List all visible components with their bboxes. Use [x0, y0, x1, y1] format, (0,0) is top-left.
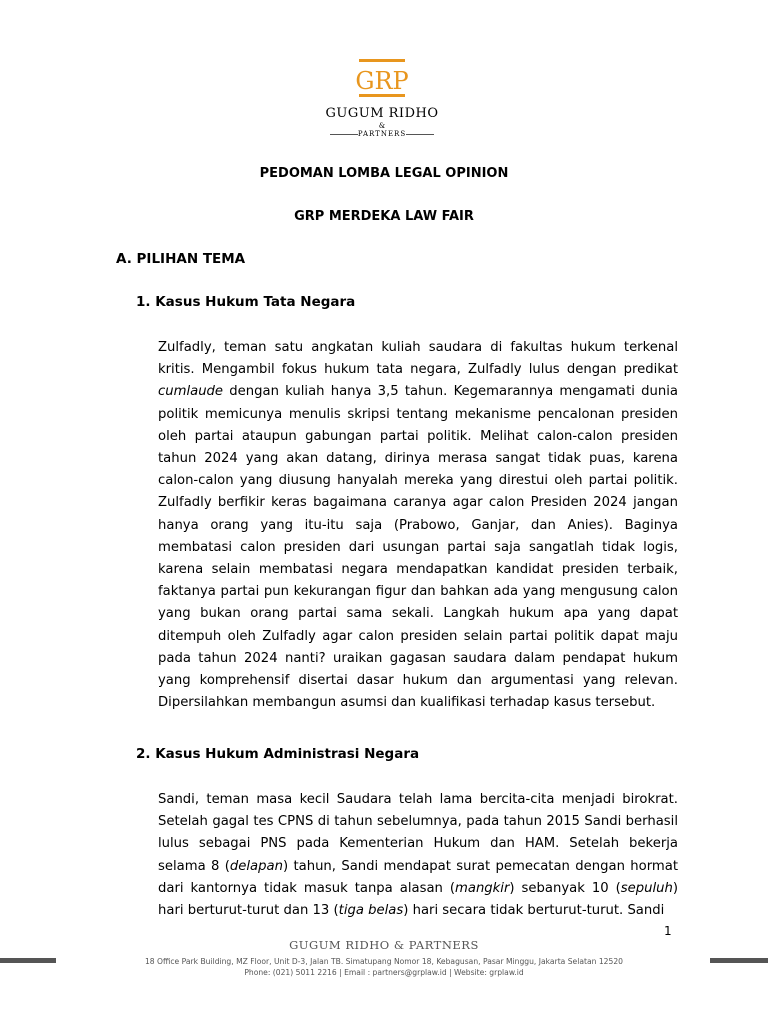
italic-term: mangkir [455, 880, 510, 896]
paragraph-text: ) hari secara tidak berturut-turut. Sandi [403, 903, 665, 919]
document-title: PEDOMAN LOMBA LEGAL OPINION [259, 166, 509, 181]
page-number: 1 [664, 924, 672, 938]
firm-logo [312, 48, 452, 144]
document-subtitle: GRP MERDEKA LAW FAIR [294, 209, 474, 224]
grp-monogram-icon [355, 58, 409, 98]
italic-term: cumlaude [158, 384, 224, 400]
paragraph-text: ) hari berturut-turut dan 13 ( [158, 880, 678, 919]
paragraph-text: Sandi, teman masa kecil Saudara telah lama bercita-cita menjadi birokrat. Setelah gagal tes CPNS di tahun sebelumnya, pada tahun 2015 Sandi berhasil lulus sebagai PNS pada Kementerian Hukum dan HAM. Setelah bekerja selama 8 ( [158, 792, 678, 874]
logo-name: GUGUM RIDHO [325, 106, 439, 121]
footer-firm-name: GUGUM RIDHO & PARTNERS [289, 938, 479, 952]
paragraph-text: Zulfadly, teman satu angkatan kuliah saudara di fakultas hukum terkenal kritis. Mengambil fokus hukum tata negara, Zulfadly lulus dengan predikat [158, 340, 678, 378]
paragraph-text: ) tahun, Sandi mendapat surat pemecatan dengan hormat dari kantornya tidak masuk tanpa alasan ( [158, 858, 678, 896]
paragraph-text: ) sebanyak 10 ( [509, 880, 621, 896]
italic-term: delapan [229, 858, 283, 874]
italic-term: sepuluh [620, 880, 673, 896]
case-1-paragraph [158, 337, 678, 714]
case-2-heading: 2. Kasus Hukum Administrasi Negara [136, 746, 420, 762]
italic-term: tiga belas [338, 903, 404, 919]
section-heading-a: A. PILIHAN TEMA [116, 251, 246, 267]
logo-divider-right [406, 134, 434, 135]
paragraph-text: dengan kuliah hanya 3,5 tahun. Kegemarannya mengamati dunia politik memicunya menulis skripsi tentang mekanisme pencalonan presiden oleh partai ataupun gabungan partai politik. Melihat calon-calon presiden tahun 2024 yang akan datang, dirinya merasa sangat tidak puas, karena calon-calon yang diusung hanyalah mereka yang direstui oleh partai politik. Zulfadly berfikir keras bagaimana caranya agar calon Presiden 2024 jangan hanya orang yang itu-itu saja (Prabowo, Ganjar, dan Anies). Baginya membatasi calon presiden dari usungan partai saja sangatlah tidak logis, karena selain membatasi negara mendapatkan kandidat presiden terbaik, faktanya partai pun kekurangan figur dan bahkan ada yang mengusung calon yang bukan orang partai sama sekali. Langkah hukum apa yang dapat ditempuh oleh Zulfadly agar calon presiden selain partai politik dapat maju pada tahun 2024 nanti? uraikan gagasan saudara dalam pendapat hukum yang komprehensif disertai dasar hukum dan argumentasi yang relevan. Dipersilahkan membangun asumsi dan kualifikasi terhadap kasus tersebut. [158, 384, 678, 711]
monogram-text: GRP [355, 67, 409, 95]
logo-ampersand: & [378, 122, 386, 130]
case-1-heading: 1. Kasus Hukum Tata Negara [136, 294, 356, 310]
footer-contact: Phone: (021) 5011 2216 | Email : partners@grplaw.id | Website: grplaw.id [244, 968, 524, 977]
footer-address: 18 Office Park Building, MZ Floor, Unit D-3, Jalan TB. Simatupang Nomor 18, Kebagusan, Pasar Minggu, Jakarta Selatan 12520 [144, 957, 624, 966]
logo-partners: PARTNERS [357, 130, 407, 138]
case-2-paragraph [158, 789, 678, 922]
